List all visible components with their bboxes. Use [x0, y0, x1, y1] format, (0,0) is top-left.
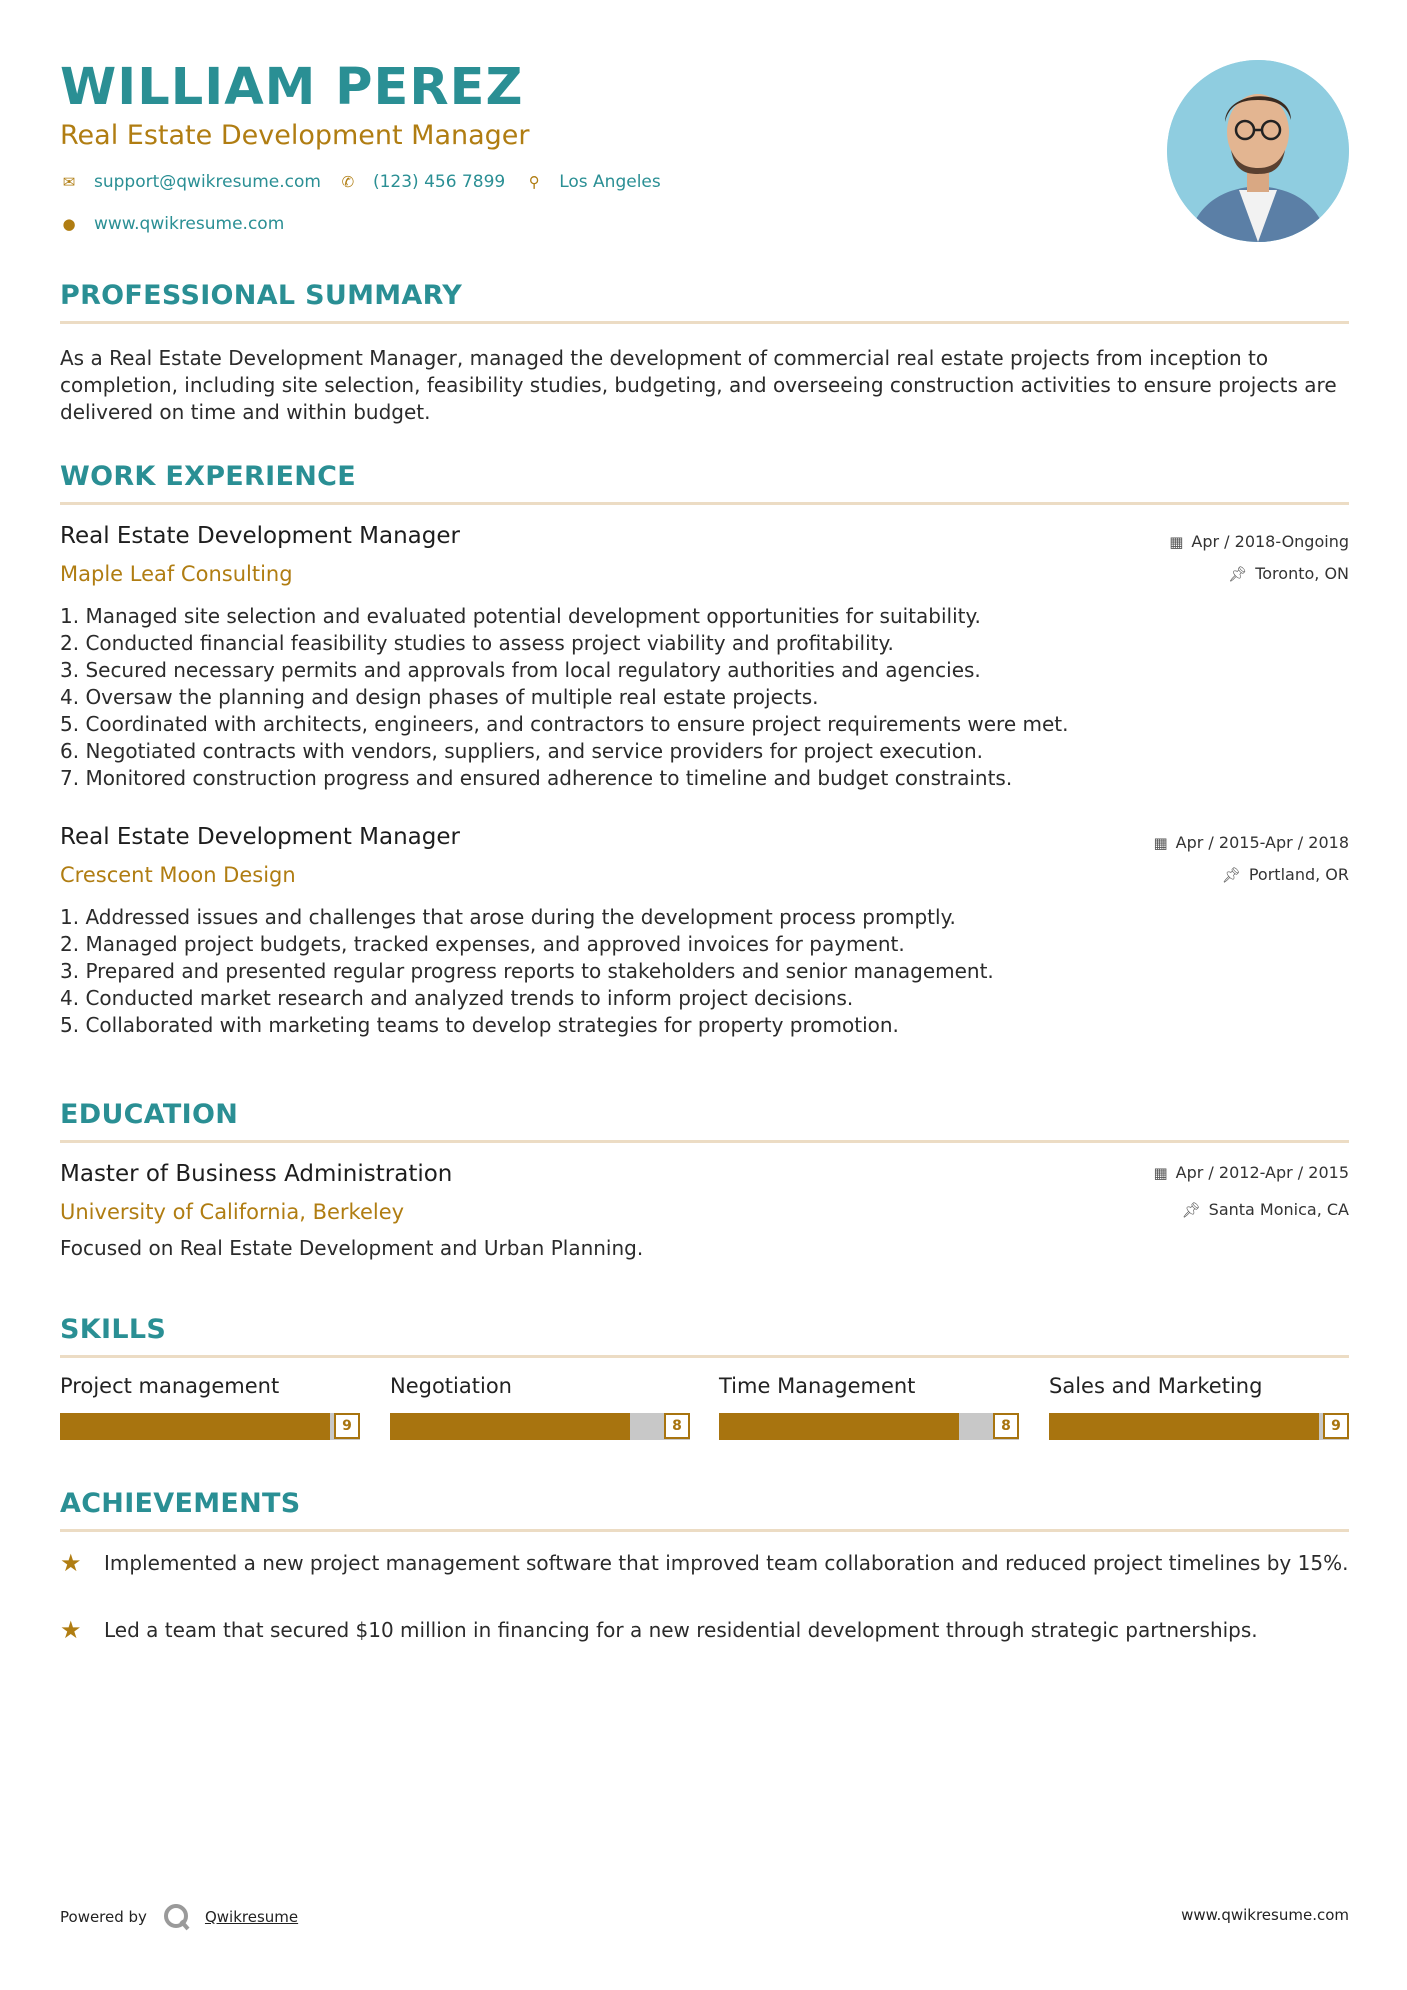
- education-description: Focused on Real Estate Development and Urban Planning.: [60, 1236, 644, 1260]
- skill-bar: [1049, 1413, 1349, 1440]
- pushpin-icon: 📌︎: [1221, 865, 1241, 884]
- envelope-icon: ✉: [62, 173, 76, 191]
- skills-heading: SKILLS: [60, 1314, 167, 1345]
- list-item: 6. Negotiated contracts with vendors, suppliers, and service providers for project execution.: [60, 739, 984, 763]
- website-link[interactable]: www.qwikresume.com: [94, 214, 285, 234]
- skill-item: [390, 1374, 690, 1444]
- skill-item: [1049, 1374, 1349, 1444]
- job-dates-text: Apr / 2018-Ongoing: [1191, 532, 1349, 551]
- job-location: [1228, 564, 1349, 583]
- degree-title: Master of Business Administration: [60, 1161, 453, 1187]
- list-item: 1. Managed site selection and evaluated potential development opportunities for suitability.: [60, 604, 981, 628]
- list-item: 5. Coordinated with architects, engineers, and contractors to ensure project requirements were met.: [60, 712, 1069, 736]
- job-location-text: Toronto, ON: [1255, 564, 1349, 583]
- skill-level-badge: 8: [664, 1413, 690, 1439]
- footer-powered-by: [60, 1903, 298, 1931]
- education-heading: EDUCATION: [60, 1099, 239, 1130]
- skill-bar-fill: [1049, 1413, 1319, 1440]
- education-location-text: Santa Monica, CA: [1208, 1200, 1349, 1219]
- list-item: 2. Managed project budgets, tracked expenses, and approved invoices for payment.: [60, 932, 905, 956]
- calendar-icon: ▦: [1153, 833, 1168, 852]
- calendar-icon: ▦: [1153, 1163, 1168, 1182]
- job-location: [1222, 865, 1349, 884]
- email-link[interactable]: support@qwikresume.com: [94, 172, 321, 192]
- candidate-name: WILLIAM PEREZ: [60, 58, 524, 117]
- list-item: 3. Prepared and presented regular progress reports to stakeholders and senior management.: [60, 959, 994, 983]
- education-dates-text: Apr / 2012-Apr / 2015: [1175, 1163, 1349, 1182]
- experience-heading: WORK EXPERIENCE: [60, 461, 356, 492]
- job-company: Maple Leaf Consulting: [60, 562, 293, 586]
- achievement-text: Led a team that secured $10 million in financing for a new residential development through strategic partnerships.: [104, 1618, 1258, 1642]
- section-divider: [60, 1355, 1349, 1358]
- phone-icon: ✆: [341, 173, 355, 191]
- star-icon: ★: [60, 1549, 82, 1577]
- list-item: 3. Secured necessary permits and approvals from local regulatory authorities and agencies.: [60, 658, 981, 682]
- candidate-title: Real Estate Development Manager: [60, 120, 530, 151]
- job-role: Real Estate Development Manager: [60, 523, 460, 549]
- job-bullets: [60, 904, 1350, 1039]
- section-divider: [60, 1140, 1349, 1143]
- school-name: University of California, Berkeley: [60, 1200, 405, 1224]
- pushpin-icon: 📌︎: [1228, 564, 1248, 583]
- achievement-item: [60, 1617, 1350, 1644]
- list-item: 7. Monitored construction progress and ensured adherence to timeline and budget constraints.: [60, 766, 1013, 790]
- job-company: Crescent Moon Design: [60, 863, 296, 887]
- section-divider: [60, 502, 1349, 505]
- skill-level-badge: 8: [993, 1413, 1019, 1439]
- location-text: Los Angeles: [559, 172, 661, 192]
- education-location: [1182, 1200, 1349, 1219]
- skill-item: [60, 1374, 360, 1444]
- skill-name: Time Management: [719, 1374, 916, 1398]
- section-divider: [60, 321, 1349, 324]
- list-item: 4. Conducted market research and analyzed trends to inform project decisions.: [60, 986, 854, 1010]
- achievement-text: Implemented a new project management software that improved team collaboration and reduced project timelines by 15%.: [104, 1551, 1349, 1575]
- contact-row: [60, 172, 661, 192]
- summary-text: As a Real Estate Development Manager, managed the development of commercial real estate projects from inception to completion, including site selection, feasibility studies, budgeting, and overseeing construction activities to ensure projects are delivered on time and within budget.: [60, 346, 1337, 424]
- achievements-heading: ACHIEVEMENTS: [60, 1488, 301, 1519]
- job-bullets: [60, 603, 1350, 792]
- skill-bar: [60, 1413, 360, 1440]
- skill-bar-fill: [60, 1413, 330, 1440]
- skill-name: Project management: [60, 1374, 280, 1398]
- list-item: 2. Conducted financial feasibility studies to assess project viability and profitability.: [60, 631, 894, 655]
- skill-bar: [719, 1413, 1019, 1440]
- powered-by-text: Powered by: [60, 1908, 147, 1926]
- job-dates: [1153, 833, 1349, 852]
- skill-level-badge: 9: [334, 1413, 360, 1439]
- section-divider: [60, 1529, 1349, 1532]
- summary-heading: PROFESSIONAL SUMMARY: [60, 280, 463, 311]
- list-item: 5. Collaborated with marketing teams to develop strategies for property promotion.: [60, 1013, 899, 1037]
- map-pin-icon: ⚲: [528, 173, 540, 191]
- list-item: 4. Oversaw the planning and design phases of multiple real estate projects.: [60, 685, 819, 709]
- qwikresume-logo-icon: [163, 1903, 191, 1931]
- job-location-text: Portland, OR: [1248, 865, 1349, 884]
- pushpin-icon: 📌︎: [1181, 1200, 1201, 1219]
- job-dates-text: Apr / 2015-Apr / 2018: [1175, 833, 1349, 852]
- skill-bar-fill: [390, 1413, 630, 1440]
- skill-level-badge: 9: [1323, 1413, 1349, 1439]
- qwikresume-link[interactable]: Qwikresume: [204, 1908, 299, 1926]
- website-row: [60, 214, 284, 234]
- list-item: 1. Addressed issues and challenges that arose during the development process promptly.: [60, 905, 956, 929]
- job-role: Real Estate Development Manager: [60, 824, 460, 850]
- skill-name: Negotiation: [390, 1374, 512, 1398]
- calendar-icon: ▦: [1169, 532, 1184, 551]
- skill-item: [719, 1374, 1019, 1444]
- profile-photo: [1167, 60, 1349, 242]
- globe-icon: ●: [62, 215, 76, 233]
- skill-name: Sales and Marketing: [1049, 1374, 1263, 1398]
- star-icon: ★: [60, 1616, 82, 1644]
- skill-bar: [390, 1413, 690, 1440]
- education-dates: [1153, 1163, 1349, 1182]
- footer-url[interactable]: www.qwikresume.com: [1181, 1906, 1349, 1924]
- skill-bar-fill: [719, 1413, 959, 1440]
- phone-text: (123) 456 7899: [372, 172, 506, 192]
- job-dates: [1169, 532, 1349, 551]
- achievement-item: [60, 1550, 1350, 1577]
